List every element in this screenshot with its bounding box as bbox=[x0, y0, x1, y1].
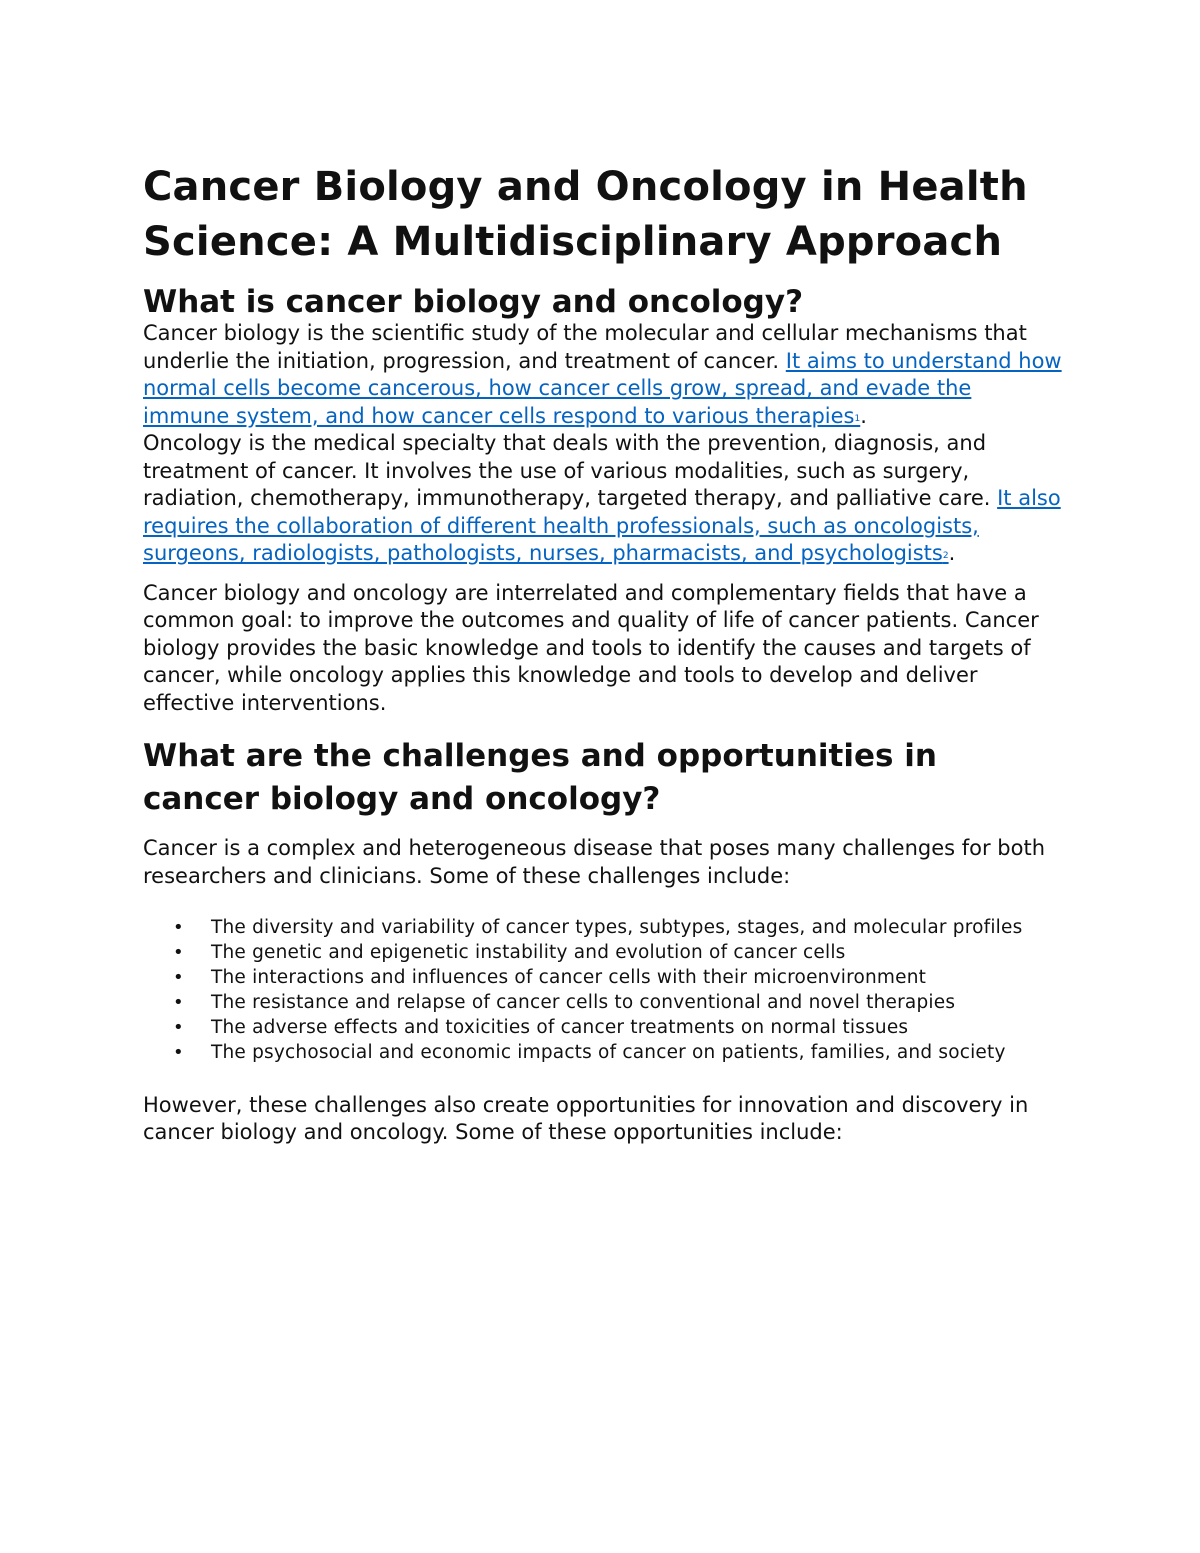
citation-link-text: It aims to understand how normal cells become cancerous, how cancer cells grow, spread, and evade the immune system, and how cancer cells respond to various therapies bbox=[143, 348, 1062, 428]
list-item-text: The genetic and epigenetic instability and evolution of cancer cells bbox=[211, 942, 846, 963]
section-heading-what-is: What is cancer biology and oncology? bbox=[143, 284, 804, 320]
list-item-text: The diversity and variability of cancer types, subtypes, stages, and molecular profiles bbox=[211, 917, 1023, 938]
bullet-icon: • bbox=[173, 1017, 184, 1038]
document-title: Cancer Biology and Oncology in Health Science: A Multidisciplinary Approach bbox=[143, 164, 1028, 265]
list-item bbox=[143, 916, 1063, 941]
list-item bbox=[143, 991, 1063, 1016]
list-item bbox=[143, 966, 1063, 991]
footnote-marker-1: 1 bbox=[854, 413, 861, 424]
paragraph-interrelated: Cancer biology and oncology are interrelated and complementary fields that have a common goal: to improve the outcomes and quality of life of cancer patients. Cancer biology provides the basic knowledge and tools to identify the causes and targets of cancer, while oncology applies this knowledge and tools to develop and deliver effective interventions. bbox=[143, 580, 1039, 715]
bullet-icon: • bbox=[173, 1042, 184, 1063]
list-item bbox=[143, 1016, 1063, 1041]
list-item bbox=[143, 941, 1063, 966]
footnote-marker-2: 2 bbox=[942, 551, 949, 561]
list-item-text: The interactions and influences of cancer cells with their microenvironment bbox=[211, 967, 927, 988]
paragraph-oncology bbox=[143, 430, 1063, 568]
citation-link-text: It also requires the collaboration of different health professionals, such as oncologists, surgeons, radiologists, pathologists, nurses, pharmacists, and psychologists bbox=[143, 486, 1061, 565]
document-page bbox=[143, 160, 1063, 1147]
list-item-text: The resistance and relapse of cancer cells to conventional and novel therapies bbox=[211, 992, 956, 1013]
bullet-icon: • bbox=[173, 992, 184, 1013]
list-item-text: The adverse effects and toxicities of cancer treatments on normal tissues bbox=[211, 1017, 909, 1038]
paragraph-end: . bbox=[860, 403, 867, 428]
list-item-text: The psychosocial and economic impacts of cancer on patients, families, and society bbox=[211, 1042, 1006, 1063]
challenges-list bbox=[143, 916, 1063, 1066]
paragraph-challenges-intro: Cancer is a complex and heterogeneous disease that poses many challenges for both researchers and clinicians. Some of these challenges include: bbox=[143, 836, 1046, 888]
paragraph-opportunities-intro: However, these challenges also create opportunities for innovation and discovery in cancer biology and oncology. Some of these opportunities include: bbox=[143, 1092, 1029, 1144]
bullet-icon: • bbox=[173, 942, 184, 963]
paragraph-text: Cancer biology is the scientific study of the molecular and cellular mechanisms that underlie the initiation, progression, and treatment of cancer. bbox=[143, 321, 1027, 373]
paragraph-end: . bbox=[948, 541, 956, 565]
paragraph-text: Oncology is the medical specialty that deals with the prevention, diagnosis, and treatment of cancer. It involves the use of various modalities, such as surgery, radiation, chemotherapy, immunotherapy, targeted therapy, and palliative care. bbox=[143, 431, 998, 510]
bullet-icon: • bbox=[173, 917, 184, 938]
paragraph-cancer-biology bbox=[143, 320, 1063, 430]
section-heading-challenges: What are the challenges and opportunities in cancer biology and oncology? bbox=[143, 738, 937, 817]
list-item bbox=[143, 1041, 1063, 1066]
bullet-icon: • bbox=[173, 967, 184, 988]
